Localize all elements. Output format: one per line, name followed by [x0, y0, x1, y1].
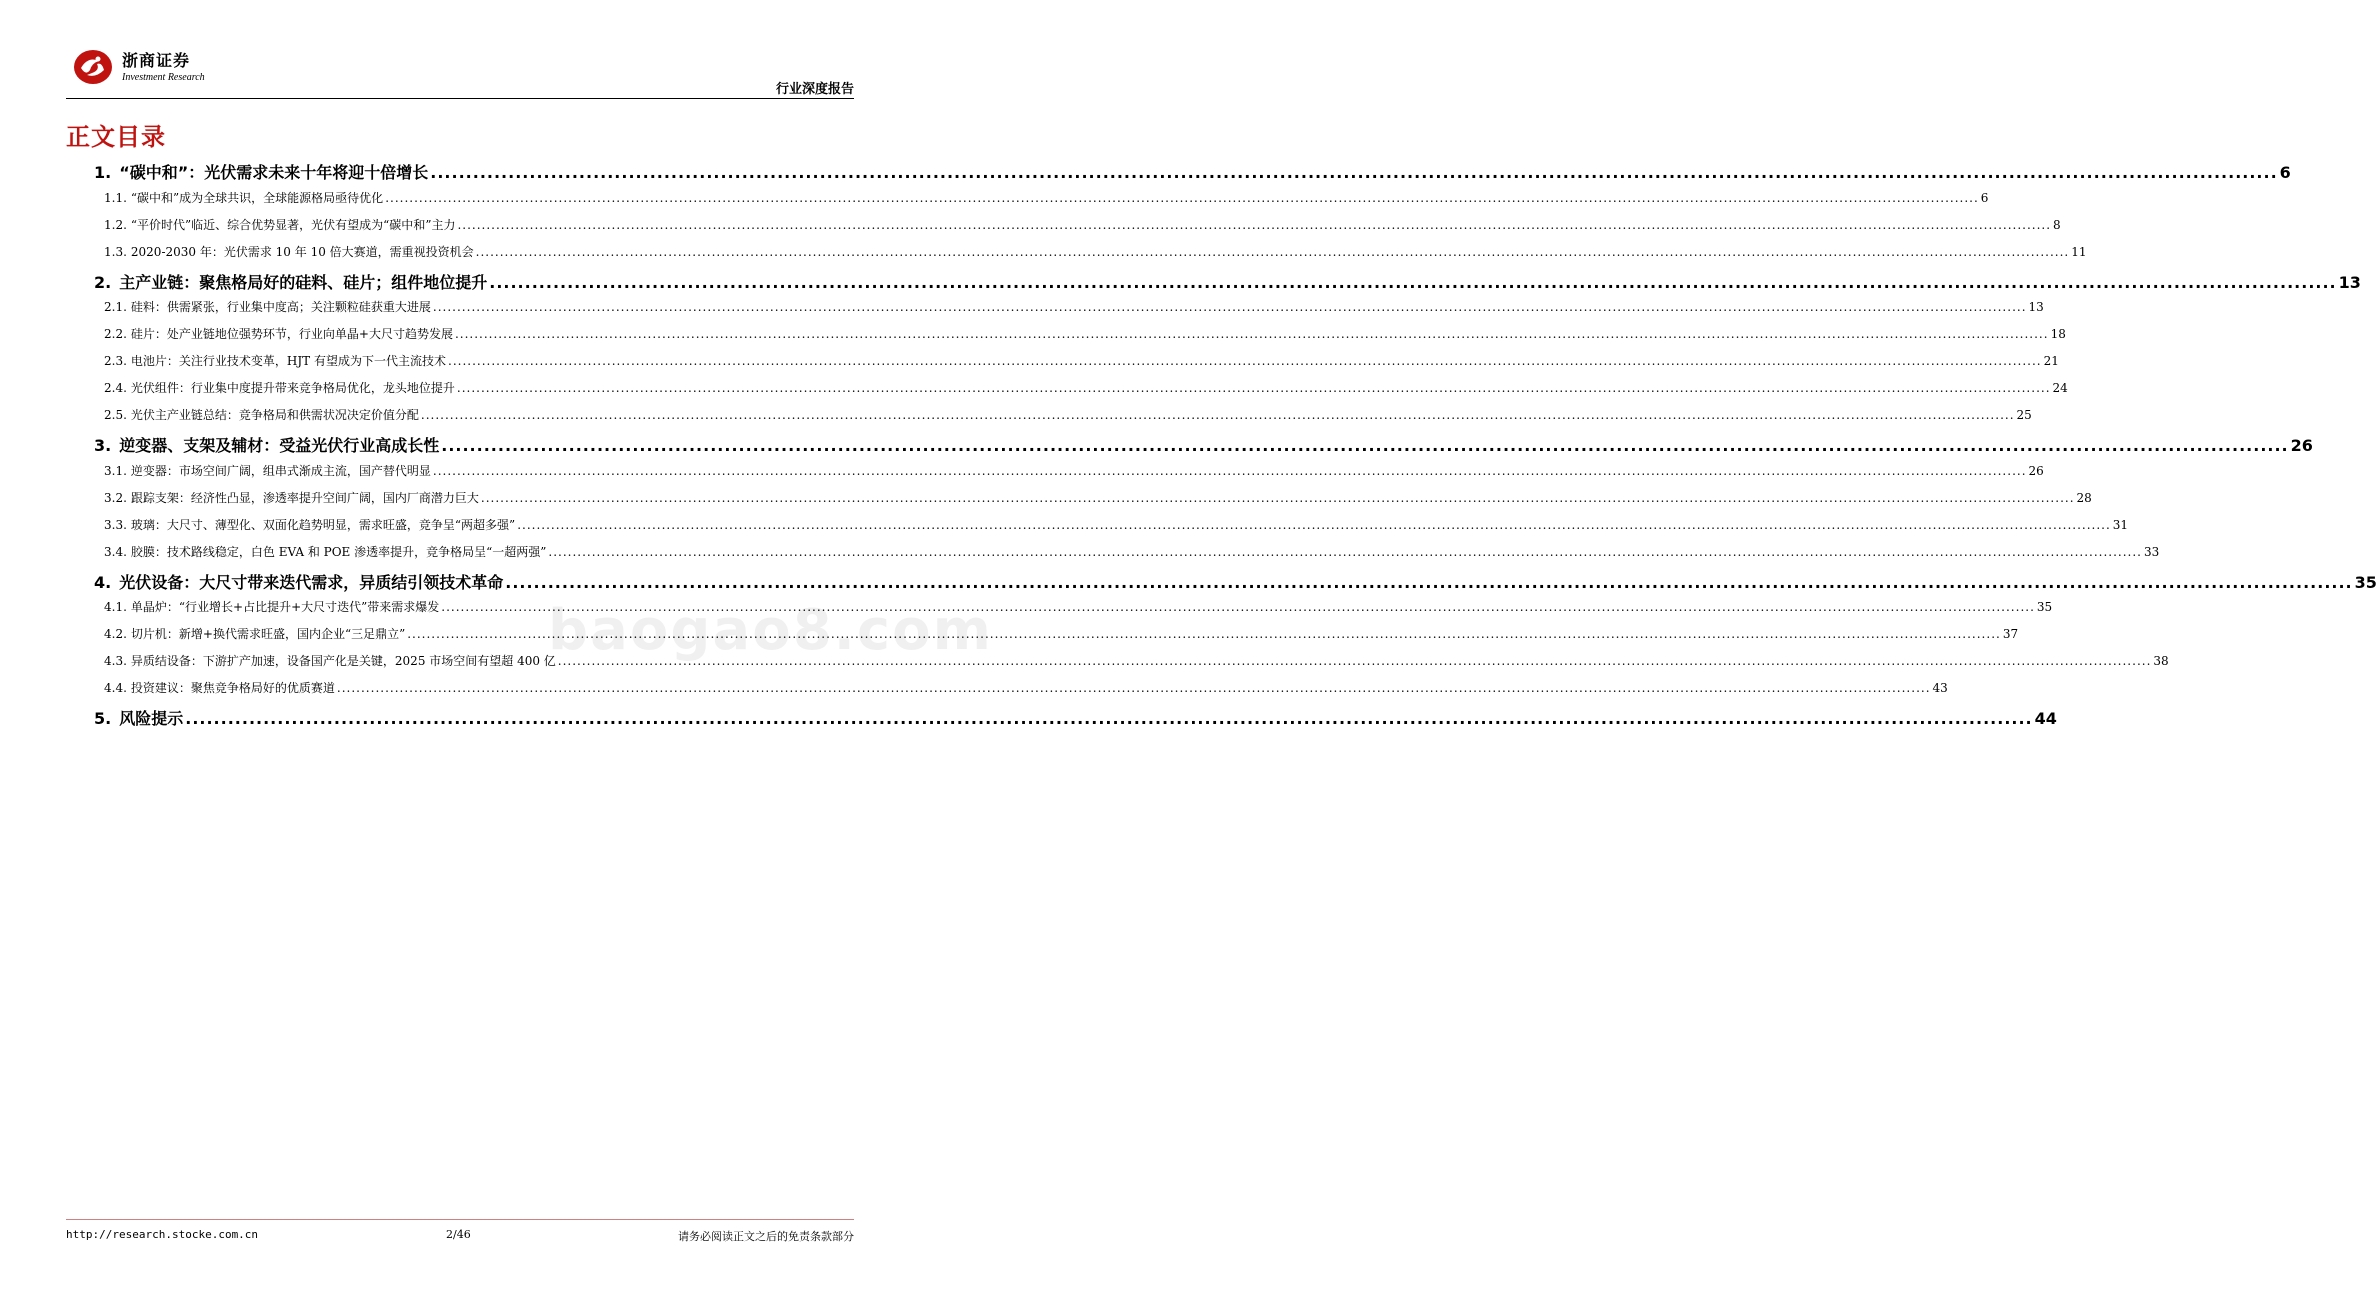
toc-entry-title: 光伏组件：行业集中度提升带来竞争格局优化，龙头地位提升: [130, 381, 455, 395]
toc-entry-title: 玻璃：大尺寸、薄型化、双面化趋势明显，需求旺盛，竞争呈“两超多强”: [130, 517, 516, 532]
watermark: baogao8.com: [548, 598, 993, 663]
toc-entry-title: “平价时代”临近、综合优势显著，光伏有望成为“碳中和”主力: [130, 217, 456, 232]
toc-entry-title: 主产业链：聚焦格局好的硅料、硅片；组件地位提升: [119, 272, 488, 292]
toc-section-entry[interactable]: [66, 706, 2057, 735]
dot-leader: [421, 408, 2015, 422]
toc-entry-number: 4.: [94, 572, 112, 592]
dot-leader: [505, 573, 2352, 592]
dot-leader: [441, 436, 2288, 455]
toc-section-entry[interactable]: [66, 160, 2291, 189]
toc-subsection-entry[interactable]: [66, 216, 2061, 243]
toc-entry-title: 光伏设备：大尺寸带来迭代需求，异质结引领技术革命: [119, 572, 504, 592]
toc-entry-title: 电池片：关注行业技术变革，HJT 有望成为下一代主流技术: [130, 354, 447, 368]
toc-subsection-entry[interactable]: [66, 489, 2092, 516]
dot-leader: [185, 709, 2032, 728]
toc-entry-page: 6: [1980, 190, 1989, 205]
dot-leader: [517, 518, 2111, 532]
toc-entry-page: 8: [2053, 217, 2061, 232]
dot-leader: [455, 327, 2049, 341]
toc-subsection-entry[interactable]: [66, 679, 1948, 706]
toc-entry-number: 2.1.: [104, 300, 127, 314]
toc-subsection-entry[interactable]: [66, 543, 2160, 570]
toc-entry-page: 35: [2036, 600, 2053, 614]
toc-entry-number: 4.1.: [104, 600, 127, 614]
dot-leader: [457, 381, 2051, 395]
toc-entry-number: 2.3.: [104, 354, 127, 368]
toc-entry-number: 2.5.: [104, 408, 127, 422]
dot-leader: [481, 491, 2075, 505]
toc-entry-title: 逆变器、支架及辅材：受益光伏行业高成长性: [119, 436, 440, 455]
toc-subsection-entry[interactable]: [66, 352, 2059, 379]
toc-entry-title: 硅料：供需紧张，行业集中度高；关注颗粒硅获重大进展: [130, 300, 431, 314]
toc-entry-page: 26: [2290, 436, 2313, 455]
brand-name: 浙商证券: [122, 51, 191, 70]
toc-entry-title: “碳中和”：光伏需求未来十年将迎十倍增长: [119, 163, 429, 182]
toc-entry-title: 切片机：新增+换代需求旺盛，国内企业“三足鼎立”: [130, 627, 406, 641]
toc-subsection-entry[interactable]: [66, 379, 2068, 406]
toc-entry-page: 33: [2143, 544, 2160, 559]
header-divider: [66, 98, 854, 99]
toc-entry-page: 38: [2153, 654, 2169, 668]
toc-entry-page: 28: [2076, 490, 2092, 505]
toc-entry-page: 44: [2034, 709, 2057, 728]
dot-leader: [548, 545, 2142, 559]
dot-leader: [489, 273, 2336, 292]
toc-entry-page: 25: [2016, 408, 2032, 422]
dot-leader: [430, 163, 2277, 182]
dot-leader: [457, 218, 2051, 232]
toc-entry-number: 5.: [94, 709, 112, 728]
toc-entry-number: 4.2.: [104, 627, 127, 641]
toc-entry-title: 单晶炉：“行业增长+占比提升+大尺寸迭代”带来需求爆发: [130, 600, 440, 614]
toc-entry-page: 6: [2279, 163, 2291, 182]
toc-entry-title: 光伏主产业链总结：竞争格局和供需状况决定价值分配: [130, 408, 419, 422]
toc-entry-number: 3.3.: [104, 517, 127, 532]
toc-subsection-entry[interactable]: [66, 462, 2044, 489]
toc-entry-page: 37: [2002, 627, 2019, 641]
dot-leader: [385, 191, 1979, 205]
dot-leader: [337, 681, 1931, 695]
page-number: 2/46: [446, 1228, 471, 1241]
toc-section-entry[interactable]: [66, 570, 2377, 599]
report-type: 行业深度报告: [775, 82, 854, 97]
page-header: [66, 42, 854, 100]
toc-section-entry[interactable]: [66, 433, 2313, 462]
toc-entry-title: 硅片：处产业链地位强势环节，行业向单晶+大尺寸趋势发展: [130, 327, 453, 341]
toc-section-entry[interactable]: [66, 270, 2361, 299]
toc-entry-page: 13: [2028, 300, 2044, 314]
toc-subsection-entry[interactable]: [66, 406, 2032, 433]
footer-url-link[interactable]: http://research.stocke.com.cn: [66, 1228, 259, 1241]
toc-entry-number: 3.4.: [104, 544, 127, 559]
toc-entry-title: 胶膜：技术路线稳定，白色 EVA 和 POE 渗透率提升，竞争格局呈“一超两强”: [130, 544, 547, 559]
toc-entry-page: 35: [2354, 572, 2377, 592]
toc-entry-number: 1.1.: [104, 190, 127, 205]
toc-entry-title: 异质结设备：下游扩产加速，设备国产化是关键，2025 市场空间有望超 400 亿: [130, 654, 556, 668]
toc-entry-number: 1.: [94, 163, 112, 182]
toc-entry-page: 13: [2338, 272, 2361, 292]
toc-entry-number: 2.4.: [104, 381, 127, 395]
toc-subsection-entry[interactable]: [66, 325, 2066, 352]
toc-entry-title: 风险提示: [119, 709, 184, 728]
toc-entry-number: 4.4.: [104, 681, 127, 695]
toc-entry-page: 26: [2028, 463, 2044, 478]
toc-entry-number: 4.3.: [104, 654, 127, 668]
toc-subsection-entry[interactable]: [66, 189, 1989, 216]
brand-tagline: Investment Research: [122, 72, 205, 83]
toc-entry-title: 跟踪支架：经济性凸显，渗透率提升空间广阔，国内厂商潜力巨大: [130, 490, 479, 505]
dot-leader: [433, 464, 2027, 478]
toc-subsection-entry[interactable]: [66, 243, 2087, 270]
toc-entry-number: 3.: [94, 436, 112, 455]
toc-entry-title: 投资建议：聚焦竞争格局好的优质赛道: [130, 681, 335, 695]
dot-leader: [476, 245, 2070, 259]
footer-disclaimer: 请务必阅读正文之后的免责条款部分: [678, 1230, 854, 1243]
toc-entry-number: 1.2.: [104, 217, 127, 232]
toc-entry-number: 3.2.: [104, 490, 127, 505]
toc-entry-page: 31: [2112, 517, 2129, 532]
toc-entry-page: 18: [2050, 327, 2066, 341]
toc-entry-page: 24: [2052, 381, 2068, 395]
toc-entry-page: 43: [1932, 681, 1948, 695]
toc-entry-number: 2.: [94, 272, 112, 292]
toc-entry-title: 2020-2030 年：光伏需求 10 年 10 倍大赛道，需重视投资机会: [130, 244, 474, 259]
dot-leader: [433, 300, 2027, 314]
toc-subsection-entry[interactable]: [66, 298, 2044, 325]
toc-entry-number: 1.3.: [104, 244, 127, 259]
toc-entry-title: 逆变器：市场空间广阔，组串式渐成主流，国产替代明显: [130, 463, 431, 478]
brand-logo-icon: [72, 48, 114, 86]
toc-entry-title: “碳中和”成为全球共识，全球能源格局亟待优化: [130, 190, 384, 205]
toc-subsection-entry[interactable]: [66, 516, 2129, 543]
toc-entry-number: 3.1.: [104, 463, 127, 478]
toc-entry-number: 2.2.: [104, 327, 127, 341]
dot-leader: [448, 354, 2042, 368]
toc-heading: 正文目录: [66, 123, 166, 151]
toc-entry-page: 11: [2071, 244, 2087, 259]
toc-entry-page: 21: [2043, 354, 2059, 368]
footer-divider: [66, 1219, 854, 1220]
